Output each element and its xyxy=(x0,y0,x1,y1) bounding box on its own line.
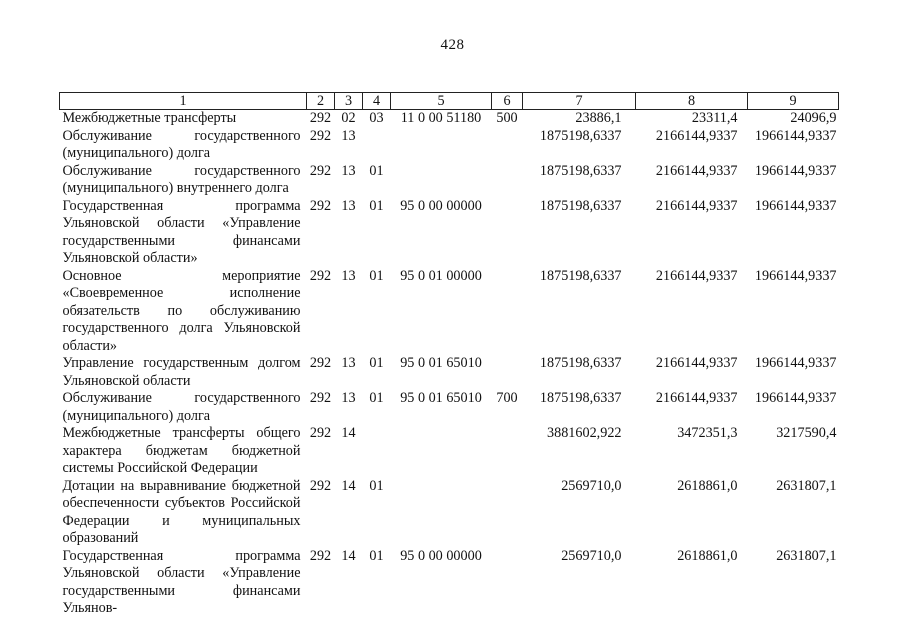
row-expense-type-cell xyxy=(492,268,523,356)
row-amount-col7-cell: 1875198,6337 xyxy=(539,267,622,284)
table-row xyxy=(60,198,839,268)
row-amount-col8-cell: 2618861,0 xyxy=(677,547,738,564)
row-name-cell: Обслуживание государственного (муниципального) внутреннего долга xyxy=(62,162,301,196)
column-header: 1 xyxy=(60,93,307,110)
row-name-cell: Государственная программа Ульяновской области «Управление государственными финансами Ульяновской области» xyxy=(62,197,301,266)
row-amount-col9-cell: 3217590,4 xyxy=(776,425,837,441)
row-section-cell: 13 xyxy=(341,162,356,179)
row-target-article-cell xyxy=(391,163,492,198)
row-amount-col7-cell: 1875198,6337 xyxy=(539,127,622,144)
row-amount-col7-cell: 1875198,6337 xyxy=(539,162,622,179)
row-grbs-cell: 292 xyxy=(309,425,332,441)
row-name-cell: Государственная программа Ульяновской области «Управление государственными финансами Ульянов- xyxy=(62,547,301,616)
row-grbs-cell: 292 xyxy=(309,547,332,564)
table-body xyxy=(60,110,839,618)
row-expense-type-cell: 700 xyxy=(496,390,518,406)
row-amount-col8-cell: 23311,4 xyxy=(691,110,738,126)
row-amount-col9-cell: 1966144,9337 xyxy=(754,162,837,179)
row-amount-col7-cell: 23886,1 xyxy=(575,110,622,126)
row-amount-col9-cell: 1966144,9337 xyxy=(754,127,837,144)
row-target-article-cell: 11 0 00 51180 xyxy=(400,110,482,126)
row-amount-col7-cell: 1875198,6337 xyxy=(539,390,622,406)
row-target-article-cell xyxy=(391,425,492,478)
row-section-cell: 13 xyxy=(341,355,356,371)
row-amount-col7-cell: 2569710,0 xyxy=(561,547,622,564)
budget-table xyxy=(59,92,839,618)
row-expense-type-cell xyxy=(492,355,523,390)
row-amount-col9-cell: 2631807,1 xyxy=(776,547,837,564)
row-section-cell: 13 xyxy=(341,390,356,406)
table-row xyxy=(60,390,839,425)
row-amount-col7-cell: 1875198,6337 xyxy=(539,355,622,371)
row-section-cell: 14 xyxy=(341,425,356,441)
row-grbs-cell: 292 xyxy=(309,355,332,371)
column-header: 5 xyxy=(391,93,492,110)
table-row xyxy=(60,548,839,618)
row-section-cell: 13 xyxy=(341,267,356,284)
row-expense-type-cell xyxy=(492,128,523,163)
row-target-article-cell: 95 0 01 65010 xyxy=(400,390,482,406)
row-expense-type-cell xyxy=(492,198,523,268)
table-header-row xyxy=(60,93,839,110)
table-row xyxy=(60,110,839,128)
row-expense-type-cell xyxy=(492,425,523,478)
row-amount-col9-cell: 1966144,9337 xyxy=(754,355,837,371)
row-subsection-cell xyxy=(363,425,391,478)
column-header: 2 xyxy=(307,93,335,110)
row-name-cell: Дотации на выравнивание бюджетной обеспеченности субъектов Российской Федерации и муниципальных образований xyxy=(62,477,301,546)
row-subsection-cell xyxy=(363,128,391,163)
row-subsection-cell: 01 xyxy=(369,547,384,564)
table-row xyxy=(60,163,839,198)
row-target-article-cell: 95 0 01 00000 xyxy=(400,267,482,284)
row-grbs-cell: 292 xyxy=(309,197,332,214)
row-name-cell: Межбюджетные трансферты общего характера бюджетам бюджетной системы Российской Федерации xyxy=(62,425,301,476)
row-amount-col7-cell: 1875198,6337 xyxy=(539,197,622,214)
row-subsection-cell: 01 xyxy=(369,355,384,371)
row-amount-col9-cell: 1966144,9337 xyxy=(754,267,837,284)
row-name-cell: Обслуживание государственного (муниципального) долга xyxy=(62,127,301,161)
row-expense-type-cell: 500 xyxy=(496,110,518,126)
row-amount-col9-cell: 1966144,9337 xyxy=(754,197,837,214)
row-name-cell: Межбюджетные трансферты xyxy=(62,110,237,126)
row-section-cell: 13 xyxy=(341,197,356,214)
row-amount-col7-cell: 2569710,0 xyxy=(561,477,622,494)
row-expense-type-cell xyxy=(492,548,523,618)
row-subsection-cell: 03 xyxy=(369,110,384,126)
row-subsection-cell: 01 xyxy=(369,197,384,214)
row-amount-col8-cell: 2166144,9337 xyxy=(655,355,738,371)
row-amount-col9-cell: 24096,9 xyxy=(790,110,837,126)
row-amount-col7-cell: 3881602,922 xyxy=(547,425,622,441)
row-target-article-cell: 95 0 00 00000 xyxy=(400,547,482,564)
row-grbs-cell: 292 xyxy=(309,390,332,406)
row-grbs-cell: 292 xyxy=(309,110,332,126)
row-section-cell: 14 xyxy=(341,547,356,564)
row-amount-col8-cell: 2166144,9337 xyxy=(655,390,738,406)
row-target-article-cell: 95 0 00 00000 xyxy=(400,197,482,214)
table-row xyxy=(60,268,839,356)
row-name-cell: Обслуживание государственного (муниципального) долга xyxy=(62,390,301,424)
row-grbs-cell: 292 xyxy=(309,267,332,284)
row-amount-col8-cell: 2166144,9337 xyxy=(655,267,738,284)
row-amount-col8-cell: 2166144,9337 xyxy=(655,162,738,179)
row-section-cell: 13 xyxy=(341,127,356,144)
page-number: 428 xyxy=(440,37,465,53)
column-header: 6 xyxy=(492,93,523,110)
row-target-article-cell: 95 0 01 65010 xyxy=(400,355,482,371)
row-grbs-cell: 292 xyxy=(309,127,332,144)
row-section-cell: 14 xyxy=(341,477,356,494)
table-row xyxy=(60,425,839,478)
row-amount-col9-cell: 2631807,1 xyxy=(776,477,837,494)
row-amount-col8-cell: 2166144,9337 xyxy=(655,197,738,214)
row-target-article-cell xyxy=(391,478,492,548)
column-header: 4 xyxy=(363,93,391,110)
row-subsection-cell: 01 xyxy=(369,162,384,179)
row-amount-col8-cell: 3472351,3 xyxy=(677,425,738,441)
table-row xyxy=(60,478,839,548)
row-name-cell: Основное мероприятие «Своевременное исполнение обязательств по обслуживанию государственного долга Ульяновской области» xyxy=(62,267,301,354)
column-header: 7 xyxy=(523,93,636,110)
row-subsection-cell: 01 xyxy=(369,477,384,494)
row-grbs-cell: 292 xyxy=(309,477,332,494)
row-amount-col8-cell: 2618861,0 xyxy=(677,477,738,494)
row-subsection-cell: 01 xyxy=(369,267,384,284)
row-amount-col8-cell: 2166144,9337 xyxy=(655,127,738,144)
row-amount-col9-cell: 1966144,9337 xyxy=(754,390,837,406)
column-header: 3 xyxy=(335,93,363,110)
row-name-cell: Управление государственным долгом Ульяновской области xyxy=(62,355,301,389)
column-header: 9 xyxy=(748,93,839,110)
row-target-article-cell xyxy=(391,128,492,163)
table-row xyxy=(60,128,839,163)
row-section-cell: 02 xyxy=(341,110,356,126)
row-subsection-cell: 01 xyxy=(369,390,384,406)
column-header: 8 xyxy=(636,93,748,110)
row-expense-type-cell xyxy=(492,163,523,198)
row-expense-type-cell xyxy=(492,478,523,548)
table-row xyxy=(60,355,839,390)
row-grbs-cell: 292 xyxy=(309,162,332,179)
